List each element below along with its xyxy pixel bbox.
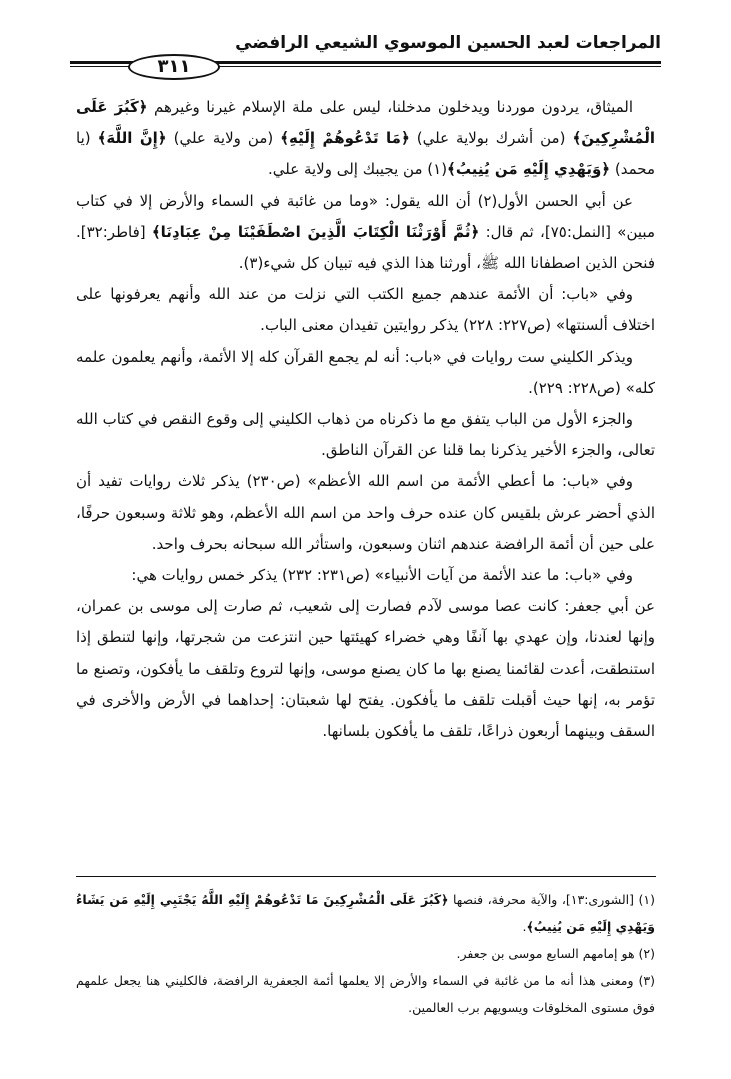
footnote-separator [76,876,656,877]
paragraph [76,279,655,341]
text-run: ويذكر الكليني ست روايات في «باب: أنه لم يجمع القرآن كله إلا الأئمة، وأنهم يعلمون علمه كله» (ص٢٢٨: ٢٢٩). [76,347,655,397]
text-run: وفي «باب: ما أعطي الأئمة من اسم الله الأعظم» (ص٢٣٠) يذكر ثلاث روايات تفيد أن الذي أحضر عرش بلقيس كان عنده حرف واحد من اسم الله الأعظم، وهو ثلاثة وسبعون حرفًا، على حين أن أئمة الرافضة عندهم اثنان وسبعون، واستأثر الله سبحانه بحرف واحد. [76,472,655,553]
text-run: عن أبي الحسن الأول(٢) أن الله يقول: «وما من غائبة في السماء والأرض إلا في كتاب مبين» [النمل:٧٥]، ثم قال: [76,191,655,241]
quran-verse: ﴿كَبُرَ عَلَى الْمُشْرِكِينَ﴾ [76,98,655,148]
paragraph [76,342,655,404]
text-run: والجزء الأول من الباب يتفق مع ما ذكرناه من ذهاب الكليني إلى وقوع النقص في كتاب الله تعالى، والجزء الأخير يذكرنا بما قلنا عن القرآن الناطق. [76,410,655,460]
text-run: (من أشرك بولاية علي) [409,129,573,148]
paragraph [76,560,655,591]
paragraph [76,404,655,466]
page-number-badge [128,54,220,80]
paragraph [76,186,655,280]
text-run: (يا محمد) [76,129,655,179]
text-run: (١) من يجيبك إلى ولاية علي. [267,160,448,179]
text-run: (١) [الشورى:١٣]، والآية محرفة، فنصها [448,892,656,907]
quran-verse: ﴿كَبُرَ عَلَى الْمُشْرِكِينَ مَا تَدْعُوهُمْ إِلَيْهِ اللَّهُ يَجْتَبِي إِلَيْهِ مَن يَشَاءُ وَيَهْدِي إِلَيْهِ مَن يُنِيبُ﴾ [76,892,655,934]
quran-verse: ﴿ثُمَّ أَوْرَثْنَا الْكِتَابَ الَّذِينَ اصْطَفَيْنَا مِنْ عِبَادِنَا﴾ [151,222,480,241]
text-run: [فاطر:٣٢]. فنحن الذين اصطفانا الله ﷺ، أورثنا هذا الذي فيه تبيان كل شيء(٣). [76,222,655,273]
text-run: (٣) ومعنى هذا أنه ما من غائبة في السماء والأرض إلا يعلمها أئمة الجعفرية الرافضة، فالكليني هنا يجعل علمهم فوق مستوى المخلوقات ويسويهم برب العالمين. [76,973,655,1015]
main-text [76,92,655,747]
text-run: (٢) هو إمامهم السابع موسى بن جعفر. [456,946,655,961]
text-run: وفي «باب: أن الأئمة عندهم جميع الكتب التي نزلت من عند الله وأنهم يعرفونها على اختلاف ألسنتها» (ص٢٢٧: ٢٢٨) يذكر روايتين تفيدان معنى الباب. [76,285,655,335]
text-run: الميثاق، يردون موردنا ويدخلون مدخلنا، ليس على ملة الإسلام غيرنا وغيرهم [147,98,633,116]
footnote [76,940,655,967]
footnotes [76,886,655,1021]
text-run: وفي «باب: ما عند الأئمة من آيات الأنبياء» (ص٢٣١: ٢٣٢) يذكر خمس روايات هي: [131,566,633,585]
page-number: ٣١١ [157,56,191,77]
paragraph [76,591,655,747]
quran-verse: ﴿إِنَّ اللَّهَ﴾ [97,129,167,148]
text-run: . [522,919,527,934]
running-title: المراجعات لعبد الحسين الموسوي الشيعي الرافضي [235,33,661,53]
text-run: عن أبي جعفر: كانت عصا موسى لآدم فصارت إلى شعيب، ثم صارت إلى موسى بن عمران، وإنها لعندنا، وإن عهدي بها آنفًا وهي خضراء كهيئتها حين انتزعت من شجرتها، وإنها لتنطق إذا استنطقت، أعدت لقائمنا يصنع بها ما كان يصنع موسى، وإنها لتروع وتلقف ما يأفكون، وتصنع ما تؤمر به، إنها حيث أقبلت تلقف ما يأفكون. يفتح لها شعبتان: إحداهما في الأرض والأخرى في السقف وبينهما أربعون ذراعًا، تلقف ما يأفكون بلسانها. [76,597,655,741]
quran-verse: ﴿وَيَهْدِي إِلَيْهِ مَن يُنِيبُ﴾ [447,160,611,179]
paragraph [76,466,655,560]
paragraph [76,92,655,186]
quran-verse: ﴿مَا تَدْعُوهُمْ إِلَيْهِ﴾ [280,129,410,148]
footnote [76,967,655,1021]
page-header [70,22,661,82]
footnote [76,886,655,940]
text-run: (من ولاية علي) [166,129,281,148]
